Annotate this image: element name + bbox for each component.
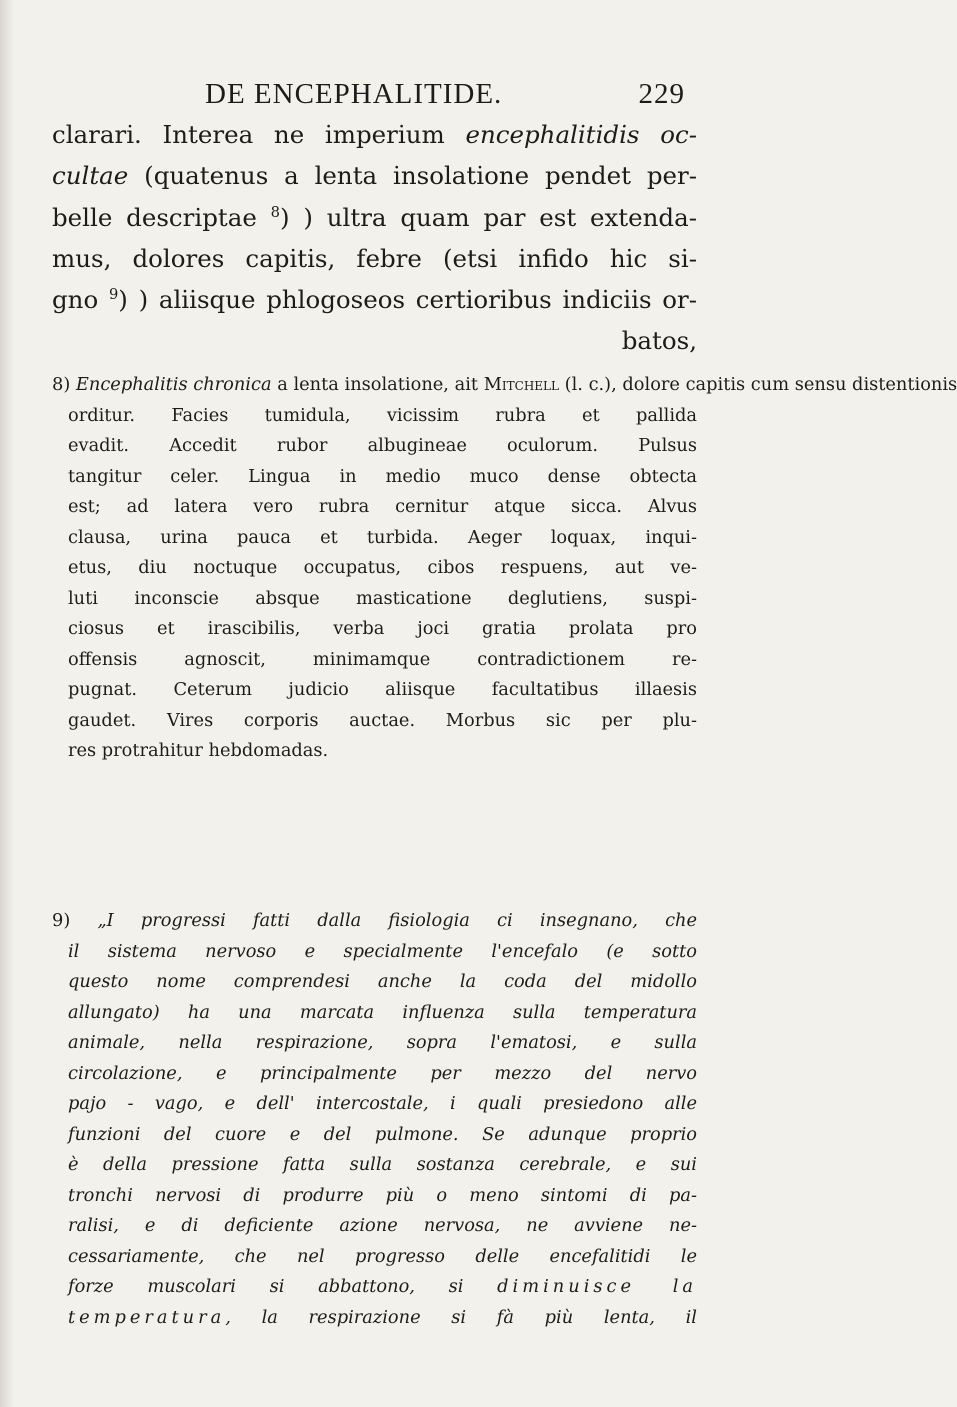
running-header	[205, 78, 685, 112]
footnote-line: luti inconscie absque masticatione deglutiens, suspi-	[68, 587, 697, 609]
footnote-line: funzioni del cuore e del pulmone. Se adunque proprio	[68, 1123, 697, 1145]
footnote-line: evadit. Accedit rubor albugineae oculorum. Pulsus	[68, 435, 697, 456]
footnote-line: ciosus et irascibilis, verba joci gratia prolata pro	[68, 618, 697, 639]
footnote-line: questo nome comprendesi anche la coda del midollo	[68, 971, 697, 992]
main-line: cultae (quatenus a lenta insolatione pendet per-	[52, 161, 697, 191]
footnote-line: forze muscolari si abbattono, si diminuisce la	[68, 1276, 697, 1297]
footnote-line: tangitur celer. Lingua in medio muco dense obtecta	[68, 465, 697, 487]
main-line: belle descriptae $^8$) ) ultra quam par est extenda-	[52, 202, 697, 232]
page-number: 229	[638, 78, 685, 110]
footnote-ref-8: 8	[270, 203, 280, 221]
footnote-line: pajo - vago, e dell' intercostale, i quali presiedono alle	[68, 1093, 697, 1114]
footnote-line: offensis agnoscit, minimamque contradictionem re-	[68, 648, 697, 670]
main-line: batos,	[621, 326, 697, 356]
main-text	[52, 114, 697, 362]
footnote-line: è della pressione fatta sulla sostanza cerebrale, e sui	[68, 1154, 697, 1175]
footnote-line: pugnat. Ceterum judicio aliisque facultatibus illaesis	[68, 679, 697, 700]
footnote-line: res protrahitur hebdomadas.	[68, 740, 329, 761]
footnote-line: animale, nella respirazione, sopra l'ematosi, e sulla	[68, 1032, 697, 1053]
footnote-line: ralisi, e di deficiente azione nervosa, ne avviene ne-	[68, 1215, 697, 1236]
main-line: gno $^9$) ) aliisque phlogoseos certioribus indiciis or-	[52, 285, 697, 315]
footnote-line: etus, diu noctuque occupatus, cibos respuens, aut ve-	[68, 557, 697, 578]
emphasis-spaced: temperatura	[68, 1306, 226, 1328]
footnote-ref-9: 9	[108, 286, 119, 304]
footnote-line: circolazione, e principalmente per mezzo del nervo	[68, 1062, 697, 1084]
footnote-line: gaudet. Vires corporis auctae. Morbus sic per plu-	[68, 709, 697, 731]
footnote-line: allungato) ha una marcata influenza sulla temperatura	[68, 1001, 697, 1023]
emphasis-spaced: diminuisce la	[497, 1276, 697, 1297]
footnote-8	[52, 370, 957, 767]
author-name: Mitchell	[483, 374, 559, 395]
footnote-line: clausa, urina pauca et turbida. Aeger loquax, inqui-	[68, 526, 697, 548]
footnote-line: temperatura, la respirazione si fà più lenta, il	[68, 1306, 697, 1328]
footnote-line: 8) Encephalitis chronica a lenta insolatione, ait Mitchell (l. c.), dolore capitis cum sensu distentionis	[52, 374, 957, 395]
footnote-line: il sistema nervoso e specialmente l'encefalo (e sotto	[68, 940, 697, 962]
footnote-line: tronchi nervosi di produrre più o meno sintomi di pa-	[68, 1184, 697, 1206]
footnote-line: est; ad latera vero rubra cernitur atque sicca. Alvus	[68, 496, 697, 517]
main-line: clarari. Interea ne imperium encephalitidis oc-	[52, 120, 697, 149]
main-line: mus, dolores capitis, febre (etsi infido hic si-	[52, 243, 697, 273]
running-title: DE ENCEPHALITIDE.	[205, 78, 503, 110]
footnote-line: 9) „I progressi fatti dalla fisiologia ci insegnano, che	[52, 910, 697, 931]
footnote-line: cessariamente, che nel progresso delle encefalitidi le	[68, 1245, 697, 1267]
footnote-line: orditur. Facies tumidula, vicissim rubra et pallida	[68, 404, 697, 426]
footnote-9	[52, 906, 697, 1333]
